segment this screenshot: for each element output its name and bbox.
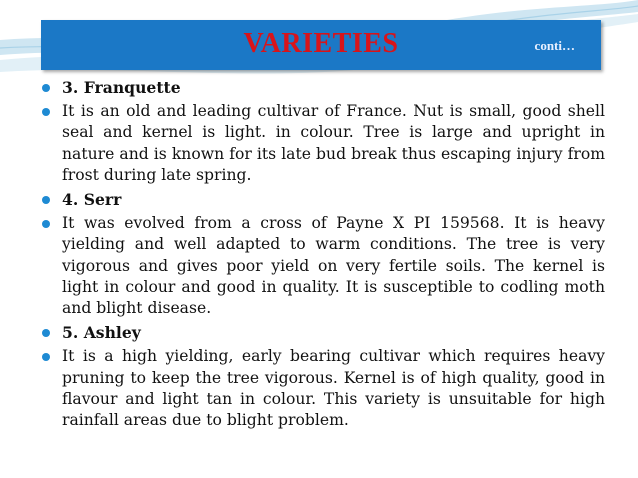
variety-heading: 4. Serr — [62, 190, 122, 210]
bullet-icon — [42, 353, 50, 361]
variety-description: It was evolved from a cross of Payne X PI 159568. It is heavy yielding and well adapted to warm conditions. The tree is very vigorous and gives poor yield on very fertile soils. The kernel is light in colour and good in quality. It is susceptible to codling moth and blight disease. — [62, 214, 605, 318]
bullet-icon — [42, 220, 50, 228]
list-item — [62, 213, 605, 319]
title-bar — [41, 20, 601, 70]
variety-heading: 5. Ashley — [62, 323, 141, 343]
bullet-icon — [42, 108, 50, 116]
list-item — [62, 77, 605, 98]
slide-title: VARIETIES — [243, 28, 399, 59]
bullet-icon — [42, 329, 50, 337]
list-item — [62, 346, 605, 431]
list-item — [62, 322, 605, 343]
variety-description: It is a high yielding, early bearing cultivar which requires heavy pruning to keep the tree vigorous. Kernel is of high quality, good in flavour and light tan in colour. This variety is unsuitable for high rainfall areas due to blight problem. — [62, 347, 605, 430]
bullet-icon — [42, 196, 50, 204]
list-item — [62, 189, 605, 210]
bullet-list — [62, 77, 605, 434]
variety-heading: 3. Franquette — [62, 78, 181, 97]
continued-label: conti… — [534, 38, 575, 53]
bullet-icon — [42, 84, 50, 92]
variety-description: It is an old and leading cultivar of France. Nut is small, good shell seal and kernel is light. in colour. Tree is large and upright in nature and is known for its late bud break thus escaping injury from frost during late spring. — [62, 102, 605, 184]
list-item — [62, 101, 605, 186]
